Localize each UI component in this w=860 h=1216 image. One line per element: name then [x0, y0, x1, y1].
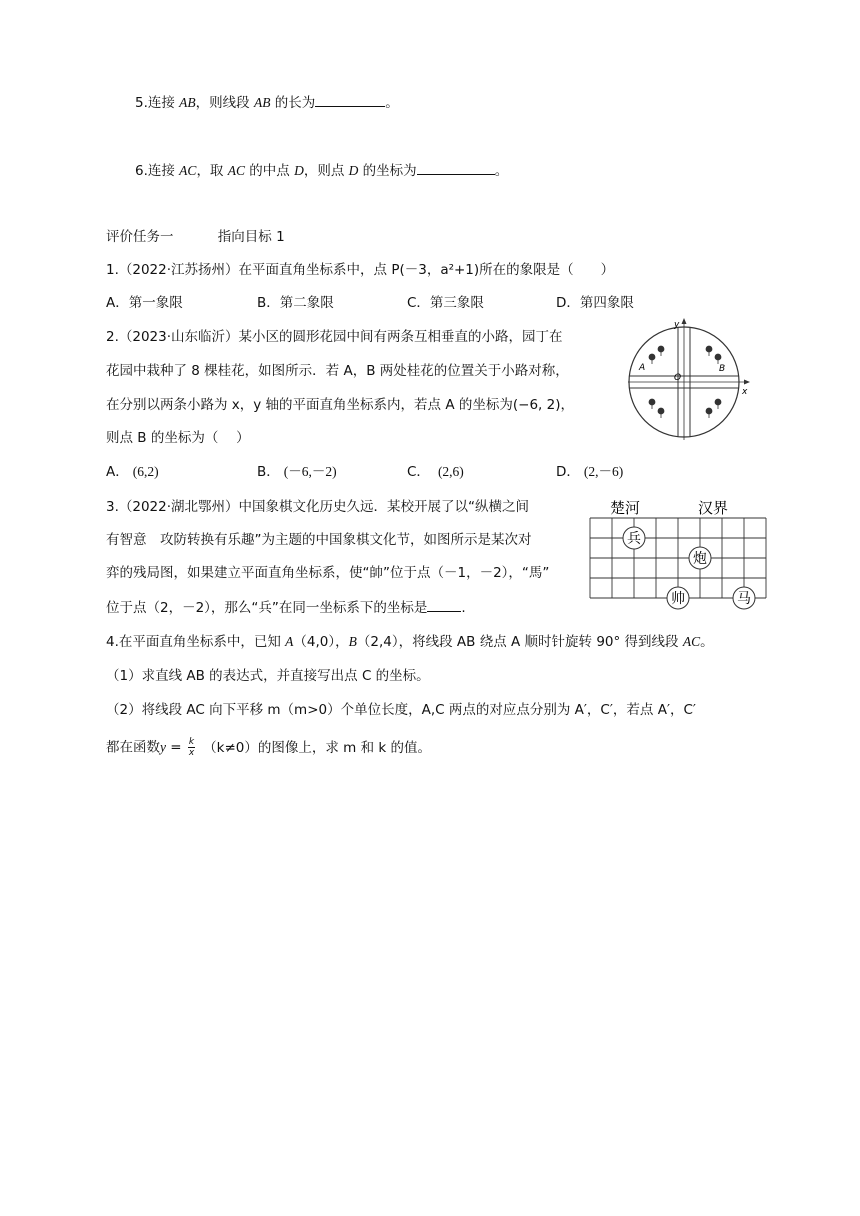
section-target: 指向目标 1 [217, 229, 285, 245]
tree-icon [706, 408, 712, 418]
problem-3-line-4: 位于点（2，－2），那么“兵”在同一坐标系下的坐标是 . [106, 596, 466, 618]
problem-4-sub-2: （2）将线段 AC 向下平移 m（m>0）个单位长度，A,C 两点的对应点分别为 A′，C′，若点 A′，C′ [106, 702, 696, 718]
problem-2-line-1: 2.（2023·山东临沂）某小区的圆形花园中间有两条互相垂直的小路，园丁在 [106, 329, 563, 345]
garden-figure [626, 318, 752, 444]
problem-4-sub-1: （1）求直线 AB 的表达式，并直接写出点 C 的坐标。 [106, 668, 430, 684]
problem-1-option-a: A．第一象限 [106, 295, 183, 311]
tree-icon [658, 408, 664, 418]
problem-2-line-2: 花园中栽种了 8 棵桂花，如图所示．若 A，B 两处桂花的位置关于小路对称， [106, 363, 569, 379]
problem-2-option-d: D． (2,－6) [556, 464, 624, 480]
problem-3-line-2: 有智意 攻防转换有乐趣”为主题的中国象棋文化节，如图所示是某次对 [106, 532, 532, 548]
origin-label: O [674, 373, 682, 383]
problem-2-option-b: B． (－6,－2) [257, 464, 337, 480]
answer-blank-6 [417, 159, 495, 175]
problem-3-line-3: 弈的残局图，如果建立平面直角坐标系，使“帥”位于点（－1，－2），“馬” [106, 565, 550, 581]
board-label-right: 汉界 [698, 499, 729, 517]
tree-icon [715, 399, 721, 409]
answer-blank-p3 [427, 596, 461, 612]
problem-4-line-1: 4.在平面直角坐标系中，已知 A（4,0），B（2,4），将线段 AB 绕点 A 顺时针旋转 90° 得到线段 AC。 [106, 634, 714, 650]
tree-icon [706, 346, 712, 356]
problem-3-line-1: 3.（2022·湖北鄂州）中国象棋文化历史久远．某校开展了以“纵横之间 [106, 499, 530, 515]
tree-icon [715, 354, 721, 364]
question-5: 5.连接 AB，则线段 AB 的长为 。 [135, 91, 399, 113]
problem-2-line-3: 在分别以两条小路为 x，y 轴的平面直角坐标系内，若点 A 的坐标为(−6, 2)， [106, 397, 574, 413]
piece-pao-label: 炮 [693, 551, 707, 567]
question-6: 6.连接 AC，取 AC 的中点 D，则点 D 的坐标为 。 [135, 159, 508, 181]
tree-icon [658, 346, 664, 356]
chess-board-figure [586, 494, 770, 620]
piece-shuai-label: 帅 [671, 591, 685, 607]
x-axis-label: x [742, 387, 748, 397]
problem-2-option-c: C． (2,6) [407, 464, 464, 480]
tree-icon [649, 399, 655, 409]
problem-1-option-b: B．第二象限 [257, 295, 334, 311]
piece-ma-label: 马 [737, 591, 751, 607]
piece-bing-label: 兵 [627, 531, 641, 547]
board-label-left: 楚河 [610, 499, 641, 517]
problem-1-option-c: C．第三象限 [407, 295, 484, 311]
answer-blank-5 [315, 91, 385, 107]
problem-1-stem: 1.（2022·江苏扬州）在平面直角坐标系中，点 P(－3，a²+1)所在的象限是（ ） [106, 262, 615, 278]
problem-4-sub-3: 都在函数y = $\frac{k}{x}$ （k≠0）的图像上，求 m 和 k 的值。 [106, 737, 431, 758]
tree-icon [649, 354, 655, 364]
problem-1-option-d: D．第四象限 [556, 295, 634, 311]
point-a-label: A [639, 363, 646, 373]
fraction-k-over-x: $\frac{k}{x}$ [188, 737, 195, 758]
section-title: 评价任务一 指向目标 1 [106, 229, 285, 245]
point-b-label: B [719, 364, 726, 374]
problem-2-option-a: A． (6,2) [106, 464, 159, 480]
problem-2-line-4: 则点 B 的坐标为（ ） [106, 430, 250, 446]
y-axis-label: y [674, 320, 680, 330]
